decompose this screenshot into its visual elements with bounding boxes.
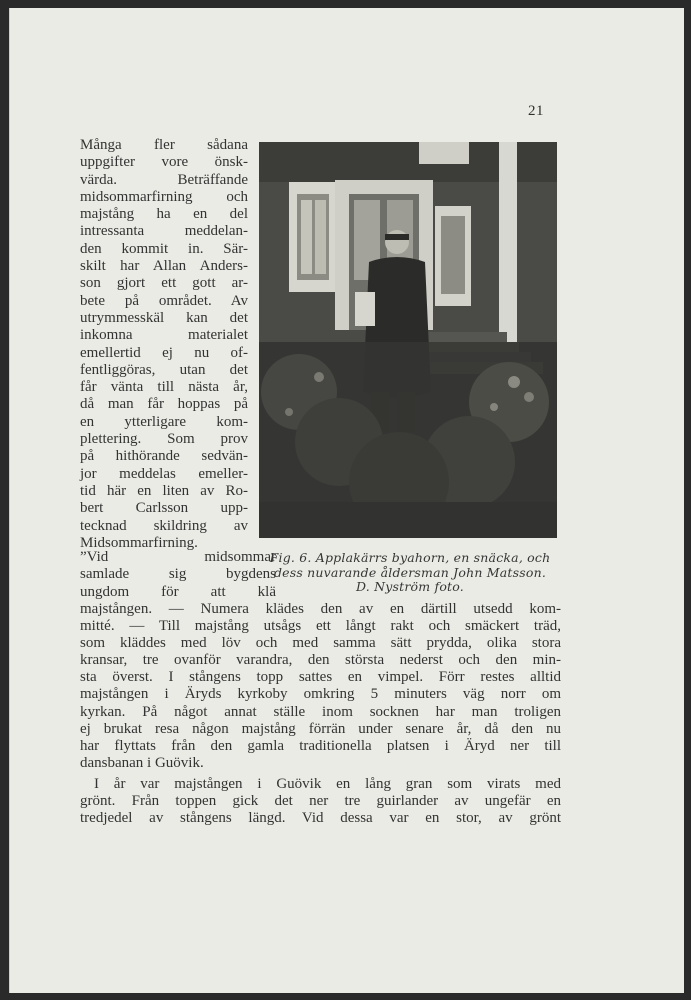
text-line: majstången i Äryds kyrkoby omkring 5 minuters väg norr om <box>80 686 561 703</box>
text-line: kyrkan. På något annat ställe inom socknen har man troligen <box>80 703 561 720</box>
text-line: har flyttats från den gamla traditionella platsen i Äryd ner till <box>80 737 561 754</box>
text-line: på hithörande sedvän- <box>80 448 248 465</box>
text-line: en ytterligare kom- <box>80 413 248 430</box>
text-line: fentliggöras, utan det <box>80 361 248 378</box>
page-number: 21 <box>528 103 544 119</box>
text-line: ”Vid midsommar <box>80 549 276 565</box>
text-line: inkomna materialet <box>80 327 248 344</box>
figure-caption <box>255 551 565 595</box>
caption-line: D. Nyström foto. <box>356 579 464 594</box>
text-line: får vänta till nästa år, <box>80 379 248 396</box>
text-line: midsommarfirning och <box>80 188 248 205</box>
text-line: skilt har Allan Anders- <box>80 258 248 275</box>
text-line: tecknad skildring av <box>80 517 248 534</box>
caption-line: Fig. 6. Applakärrs byahorn, en snäcka, och <box>269 550 551 565</box>
text-line: ungdom för att klä <box>80 583 276 600</box>
text-line: plettering. Som prov <box>80 431 248 448</box>
text-line: ej brukat resa någon majstång förrän under senare år, då den nu <box>80 720 561 737</box>
text-line: som kläddes med löv och med samma sätt prydda, olika stora <box>80 635 561 652</box>
text-line: dansbanan i Guövik. <box>80 754 204 771</box>
text-line: Många fler sådana <box>80 137 248 153</box>
text-line: I år var majstången i Guövik en lång gran som virats med <box>94 775 561 792</box>
text-line: tid här en liten av Ro- <box>80 482 248 499</box>
text-line: bete på området. Av <box>80 292 248 309</box>
text-line: Midsommarfirning. <box>80 534 198 551</box>
text-line: bert Carlsson upp- <box>80 500 248 517</box>
text-line: son gjort ett gott ar- <box>80 275 248 292</box>
house-photo-illustration <box>259 142 557 538</box>
text-line: emellertid ej nu of- <box>80 344 248 361</box>
text-line: den kommit in. Sär- <box>80 240 248 257</box>
lower-left-text <box>80 549 276 601</box>
book-page <box>9 8 684 993</box>
text-line: utrymmesskäl kan det <box>80 309 248 326</box>
text-line: tredjedel av stångens längd. Vid dessa var en stor, av grönt <box>80 810 561 827</box>
body-text <box>80 601 561 827</box>
text-line: värda. Beträffande <box>80 171 248 188</box>
text-line: grönt. Från toppen gick det ner tre guirlander av ungefär en <box>80 793 561 810</box>
photograph-figure <box>259 142 557 538</box>
text-line: majstången. — Numera klädes den av en därtill utsedd kom- <box>80 601 561 617</box>
left-text-column <box>80 137 248 552</box>
text-line: då man får hoppas på <box>80 396 248 413</box>
text-line: jor meddelas emeller- <box>80 465 248 482</box>
text-line: intressanta meddelan- <box>80 223 248 240</box>
caption-line: dess nuvarande åldersman John Matsson. <box>273 564 547 580</box>
text-line: majstång ha en del <box>80 206 248 223</box>
text-line: sta överst. I stångens topp sattes en vimpel. Förr restes alltid <box>80 669 561 686</box>
text-line: mitté. — Till majstång utsågs ett långt rakt och smäckert träd, <box>80 618 561 635</box>
text-line: samlade sig bygdens <box>80 566 276 583</box>
text-line: uppgifter vore önsk- <box>80 154 248 171</box>
text-line: kransar, tre ovanför varandra, den största nederst och den min- <box>80 652 561 669</box>
